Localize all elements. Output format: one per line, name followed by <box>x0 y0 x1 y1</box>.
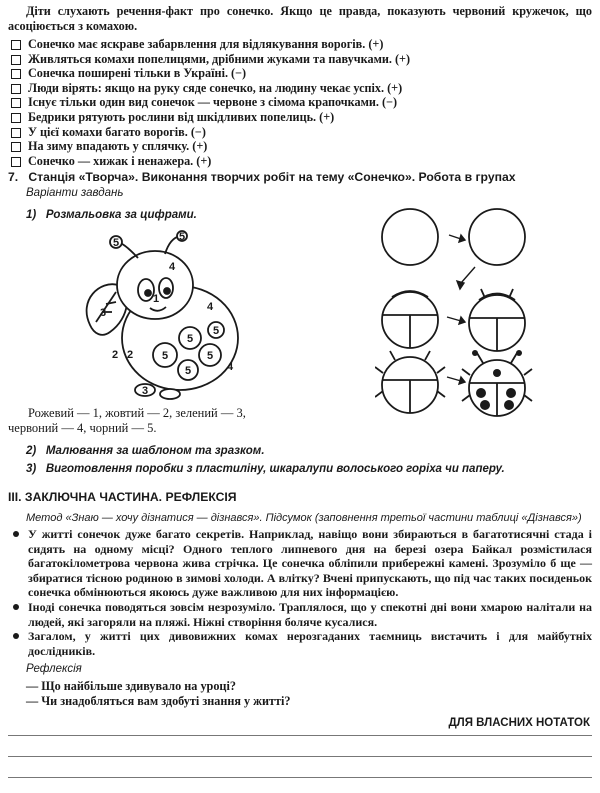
fact-item: У цієї комахи багато ворогів. (−) <box>8 125 592 140</box>
ladybug-coloring-picture <box>70 230 250 400</box>
task2-number: 2) <box>26 445 37 457</box>
method-line: Метод «Знаю — хочу дізнатися — дізнався». Підсумок (заповнення третьої частини таблиці «Дізнався») <box>26 512 582 524</box>
final-bullet: У житті сонечок дуже багато секретів. Наприклад, навіщо вони збираються в багатотисячні стада і сидять на одному місці? Одного теплого липневого дня на березі озера Байкал розмістилася багатокілометрова червона жива стрічка. Це сонечка обліпили прибережні камені. Зрозуміло б ще — збиратися тісною родиною в зимові холоди. А влітку? Вчені припускають, що під час таких посиденьок сонечка обмінюються якоюсь дуже важливою для них інформацією. <box>8 527 592 600</box>
variants-label: Варіанти завдань <box>26 187 124 199</box>
station-heading <box>8 170 592 185</box>
coloring-number: 4 <box>168 261 176 273</box>
coloring-number: 5 <box>178 231 186 243</box>
station-number: 7. <box>8 170 19 184</box>
reflection-question-2: — Чи знадобляться вам здобуті знання у житті? <box>26 694 291 708</box>
task3-text: Виготовлення поробки з пластиліну, шкаралупи волоського горіха чи паперу. <box>45 463 505 475</box>
drawing-steps-template <box>375 205 550 420</box>
fact-item: Існує тільки один вид сонечок — червоне з сімома крапочками. (−) <box>8 95 592 110</box>
final-section-title: ІІІ. ЗАКЛЮЧНА ЧАСТИНА. РЕФЛЕКСІЯ <box>8 490 237 504</box>
task3 <box>26 462 505 477</box>
station-title: Станція «Творча». Виконання творчих робіт на тему «Сонечко». Робота в групах <box>28 170 516 184</box>
color-legend <box>8 406 246 436</box>
task1 <box>26 208 197 223</box>
coloring-number: 2 <box>126 349 134 361</box>
coloring-number: 4 <box>226 361 234 373</box>
notes-line <box>8 777 592 778</box>
task1-text: Розмальовка за цифрами. <box>45 209 197 221</box>
fact-item: Сонечко — хижак і ненажера. (+) <box>8 154 592 169</box>
legend-line-1: Рожевий — 1, жовтий — 2, зелений — 3, <box>28 406 246 420</box>
reflection-question-1: — Що найбільше здивувало на уроці? <box>26 679 236 693</box>
coloring-number: 5 <box>184 365 192 377</box>
coloring-number: 5 <box>206 350 214 362</box>
task1-number: 1) <box>26 209 37 221</box>
coloring-number: 3 <box>141 385 149 397</box>
intro-paragraph <box>8 4 592 34</box>
coloring-number: 1 <box>152 293 160 305</box>
intro-text: Діти слухають речення-факт про сонечко. Якщо це правда, показують червоний кружечок, що асоціюється з комахою. <box>8 4 592 33</box>
fact-checklist <box>8 37 592 168</box>
legend-line-2: червоний — 4, чорний — 5. <box>8 421 157 435</box>
coloring-number: 2 <box>111 349 119 361</box>
notes-title: ДЛЯ ВЛАСНИХ НОТАТОК <box>448 717 590 729</box>
final-bullet: Іноді сонечка поводяться зовсім незрозуміло. Траплялося, що у спекотні дні вони хмарою налітали на людей, які загоряли на пляжі. Ніжні створіння боляче кусалися. <box>8 600 592 629</box>
reflection-label: Рефлексія <box>26 663 82 675</box>
final-bullet: Загалом, у житті цих дивовижних комах нерозгаданих таємниць вистачить і для майбутніх дослідників. <box>8 629 592 658</box>
fact-item: Бедрики рятують рослини від шкідливих попелиць. (+) <box>8 110 592 125</box>
fact-item: На зиму впадають у сплячку. (+) <box>8 139 592 154</box>
coloring-number: 5 <box>212 325 220 337</box>
notes-line <box>8 756 592 757</box>
notes-line <box>8 735 592 736</box>
coloring-number: 5 <box>186 333 194 345</box>
fact-item: Сонечко має яскраве забарвлення для відлякування ворогів. (+) <box>8 37 592 52</box>
coloring-number: 3 <box>99 307 107 319</box>
task2 <box>26 444 265 459</box>
final-bullets <box>8 527 592 658</box>
coloring-number: 5 <box>112 237 120 249</box>
coloring-number: 5 <box>161 350 169 362</box>
coloring-number: 4 <box>206 301 214 313</box>
task3-number: 3) <box>26 463 37 475</box>
task2-text: Малювання за шаблоном та зразком. <box>45 445 265 457</box>
fact-item: Люди вірять: якщо на руку сяде сонечко, на людину чекає успіх. (+) <box>8 81 592 96</box>
fact-item: Сонечка поширені тільки в Україні. (−) <box>8 66 592 81</box>
fact-item: Живляться комахи попелицями, дрібними жуками та павучками. (+) <box>8 52 592 67</box>
